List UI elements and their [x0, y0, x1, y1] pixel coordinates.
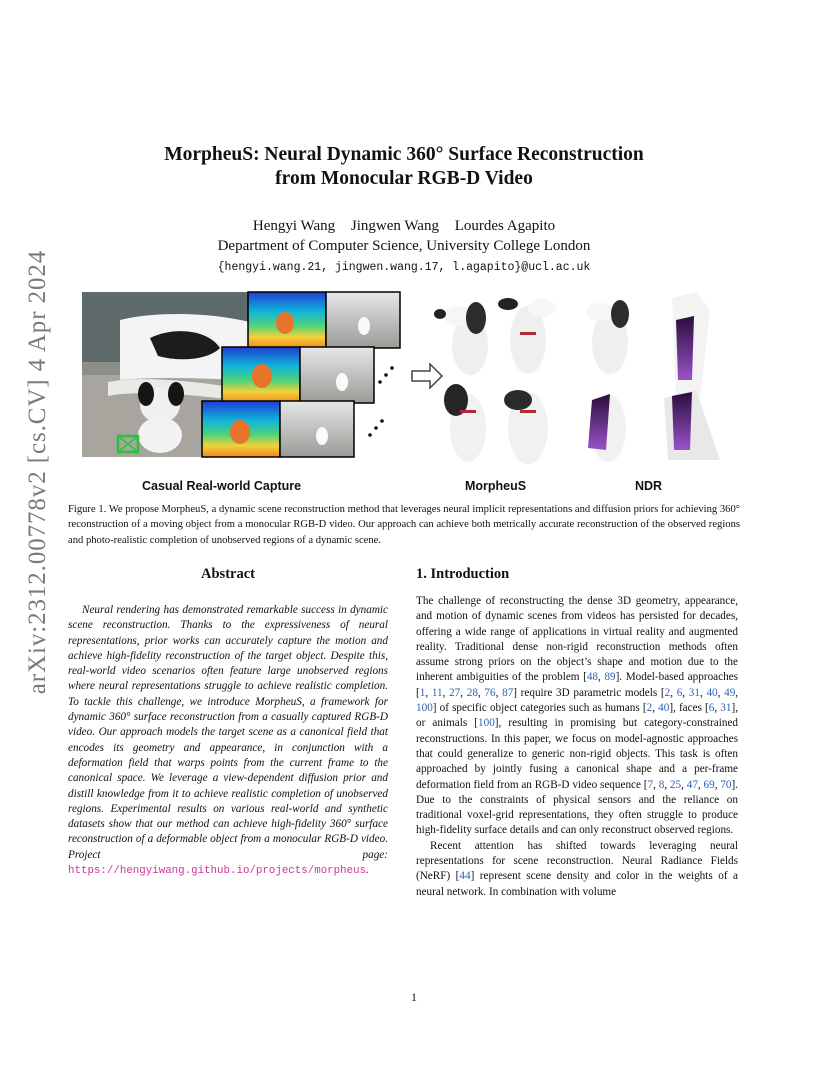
- intro-text: The challenge of reconstructing the dense 3D geometry, appearance, and motion of dynamic scenes from videos has persisted for decades, offering a wide range of applications in virtual reality and augmented reality. Traditional dense non-rigid reconstruction methods often assume strong priors on the object’s shape and motion due to the inherent ambiguities of the problem [: [416, 595, 738, 684]
- intro-text: ,: [664, 778, 670, 791]
- intro-text: ] represent scene density and color in the weights of a neural network. In combination with volume: [416, 870, 739, 898]
- citation-link[interactable]: 100: [416, 702, 433, 715]
- intro-text: ,: [653, 778, 659, 791]
- project-page-label: Project page:: [68, 848, 388, 861]
- label-casual-capture: Casual Real-world Capture: [142, 479, 302, 493]
- intro-text: ,: [714, 778, 721, 791]
- intro-text: ,: [670, 686, 677, 699]
- title-line-2: from Monocular RGB-D Video: [275, 168, 533, 189]
- intro-paragraph-2: [416, 839, 738, 900]
- intro-text: ,: [477, 686, 485, 699]
- intro-text: ], or animals [: [416, 702, 739, 730]
- label-ndr: NDR: [635, 479, 663, 493]
- intro-text: ,: [652, 702, 659, 715]
- citation-link[interactable]: 40: [706, 686, 718, 699]
- arxiv-stamp: arXiv:2312.00778v2 [cs.CV] 4 Apr 2024: [24, 249, 51, 694]
- introduction-heading: 1. Introduction: [416, 566, 510, 582]
- intro-text: ,: [598, 671, 605, 684]
- capture-frame-1: [248, 292, 400, 348]
- intro-paragraph-1: [416, 594, 738, 839]
- intro-text: ,: [735, 686, 739, 699]
- author-list: [100, 218, 708, 235]
- project-page-link[interactable]: https://hengyiwang.github.io/projects/morpheus: [68, 865, 367, 878]
- citation-link[interactable]: 11: [431, 686, 443, 699]
- citation-link[interactable]: 48: [586, 671, 598, 684]
- citation-link[interactable]: 69: [703, 778, 715, 791]
- citation-link[interactable]: 70: [720, 778, 732, 791]
- intro-text: ] require 3D parametric models [: [513, 686, 665, 699]
- citation-link[interactable]: 8: [658, 778, 665, 791]
- label-morpheus: MorpheuS: [465, 479, 527, 493]
- citation-link[interactable]: 2: [664, 686, 671, 699]
- abstract-heading: Abstract: [201, 566, 255, 582]
- intro-text: ,: [697, 778, 704, 791]
- intro-text: ,: [717, 686, 725, 699]
- intro-text: Recent attention has shifted towards leveraging neural representations for scene reconstruction. Neural Radiance Fields (NeRF) [: [416, 839, 738, 883]
- author-emails: {hengyi.wang.21, jingwen.wang.17, l.agapito}@ucl.ac.uk: [217, 261, 591, 274]
- intro-text: ,: [682, 686, 689, 699]
- citation-link[interactable]: 47: [686, 778, 698, 791]
- morpheus-results: [434, 298, 556, 464]
- intro-text: ]. Due to the constraints of physical sensors and the reliance on traditional voxel-grid representations, they often struggle to produce high-fidelity surface details and can only reconstruct observed regions.: [416, 778, 739, 837]
- citation-link[interactable]: 27: [449, 686, 461, 699]
- citation-link[interactable]: 44: [459, 870, 471, 883]
- citation-link[interactable]: 1: [419, 686, 426, 699]
- intro-text: ,: [681, 778, 687, 791]
- citation-link[interactable]: 89: [604, 671, 616, 684]
- citation-link[interactable]: 25: [669, 778, 682, 791]
- intro-text: ], resulting in promising but category-constrained reconstructions. In this paper, we focus on model-agnostic approaches that could generalize to generic non-rigid objects. This task is often approached by jointly fusing a canonical shape and a per-frame deformation field from an RGB-D video sequence [: [416, 717, 738, 791]
- citation-link[interactable]: 2: [646, 702, 653, 715]
- intro-text: ], faces [: [669, 702, 709, 715]
- citation-link[interactable]: 76: [484, 686, 496, 699]
- author-name: Lourdes Agapito: [454, 218, 556, 234]
- intro-text: ,: [495, 686, 503, 699]
- citation-link[interactable]: 49: [724, 686, 736, 699]
- intro-text: ] of specific object categories such as humans [: [432, 702, 647, 715]
- citation-link[interactable]: 28: [466, 686, 478, 699]
- citation-link[interactable]: 87: [502, 686, 514, 699]
- page-number: 1: [411, 990, 417, 1004]
- affiliation: Department of Computer Science, University College London: [217, 238, 591, 254]
- intro-text: ,: [442, 686, 450, 699]
- citation-link[interactable]: 31: [688, 686, 700, 699]
- citation-link[interactable]: 40: [658, 702, 670, 715]
- capture-frame-3: [202, 401, 354, 457]
- paper-title: [100, 143, 708, 191]
- citation-link[interactable]: 7: [647, 778, 654, 791]
- author-name: Hengyi Wang: [252, 218, 336, 234]
- title-line-1: MorpheuS: Neural Dynamic 360° Surface Reconstruction: [164, 144, 644, 165]
- abstract-body: Neural rendering has demonstrated remarkable success in dynamic scene reconstruction. Thanks to the expressiveness of neural representations, prior works can accurately capture the motion and achieve high-fidelity reconstruction of the target object. Despite this, real-world video scenarios often feature large unobserved regions where neural representations struggle to achieve realistic completion. To tackle this challenge, we introduce MorpheuS, a framework for dynamic 360° surface reconstruction from a casually captured RGB-D video. Our approach models the target scene as a canonical field that encodes its geometry and appearance, in conjunction with a deformation field that warps points from the current frame to the canonical space. We leverage a view-dependent diffusion prior and distill knowledge from it to achieve realistic completion of unobserved regions. Experimental results on various real-world and synthetic datasets show that our method can achieve high-fidelity 360° surface reconstruction of a deformable object from a monocular RGB-D video. Project page: https://hengyiwang.github.io/projects/morpheus.: [68, 604, 388, 878]
- intro-text: ,: [714, 702, 721, 715]
- teaser-figure: [80, 290, 744, 465]
- capture-frame-2: [222, 347, 374, 403]
- intro-text: ]. Model-based approaches [: [416, 671, 739, 699]
- author-name: Jingwen Wang: [350, 218, 439, 234]
- citation-link[interactable]: 6: [676, 686, 683, 699]
- citation-link[interactable]: 31: [720, 702, 732, 715]
- intro-text: ,: [699, 686, 707, 699]
- citation-link[interactable]: 100: [478, 717, 495, 730]
- citation-link[interactable]: 6: [708, 702, 715, 715]
- arrow-right-icon: [412, 364, 442, 388]
- ndr-results: [586, 292, 720, 462]
- figure-caption: Figure 1. We propose MorpheuS, a dynamic scene reconstruction method that leverages neural implicit representations and diffusion priors for achieving 360° reconstruction of a moving object from a monocular RGB-D video. Our approach can achieve both metrically accurate reconstruction of the observed regions and photo-realistic completion of unobserved regions of a dynamic scene.: [68, 504, 740, 546]
- intro-text: ,: [425, 686, 432, 699]
- intro-text: ,: [460, 686, 467, 699]
- abstract-text: Neural rendering has demonstrated remarkable success in dynamic scene reconstruction. Thanks to the expressiveness of neural representations, prior works can accurately capture the motion and achieve high-fidelity reconstruction of the target object. Despite this, real-world video scenarios often feature large unobserved regions where neural representations struggle to achieve realistic completion. To tackle this challenge, we introduce MorpheuS, a framework for dynamic 360° surface reconstruction from a casually captured RGB-D video. Our approach models the target scene as a canonical field that encodes its geometry and appearance, in conjunction with a deformation field that warps points from the current frame to the canonical space. We leverage a view-dependent diffusion prior and distill knowledge from it to achieve realistic completion of unobserved regions. Experimental results on various real-world and synthetic datasets show that our method can achieve high-fidelity 360° surface reconstruction of a deformable object from a monocular RGB-D video.: [68, 604, 388, 846]
- introduction-body: [416, 594, 738, 900]
